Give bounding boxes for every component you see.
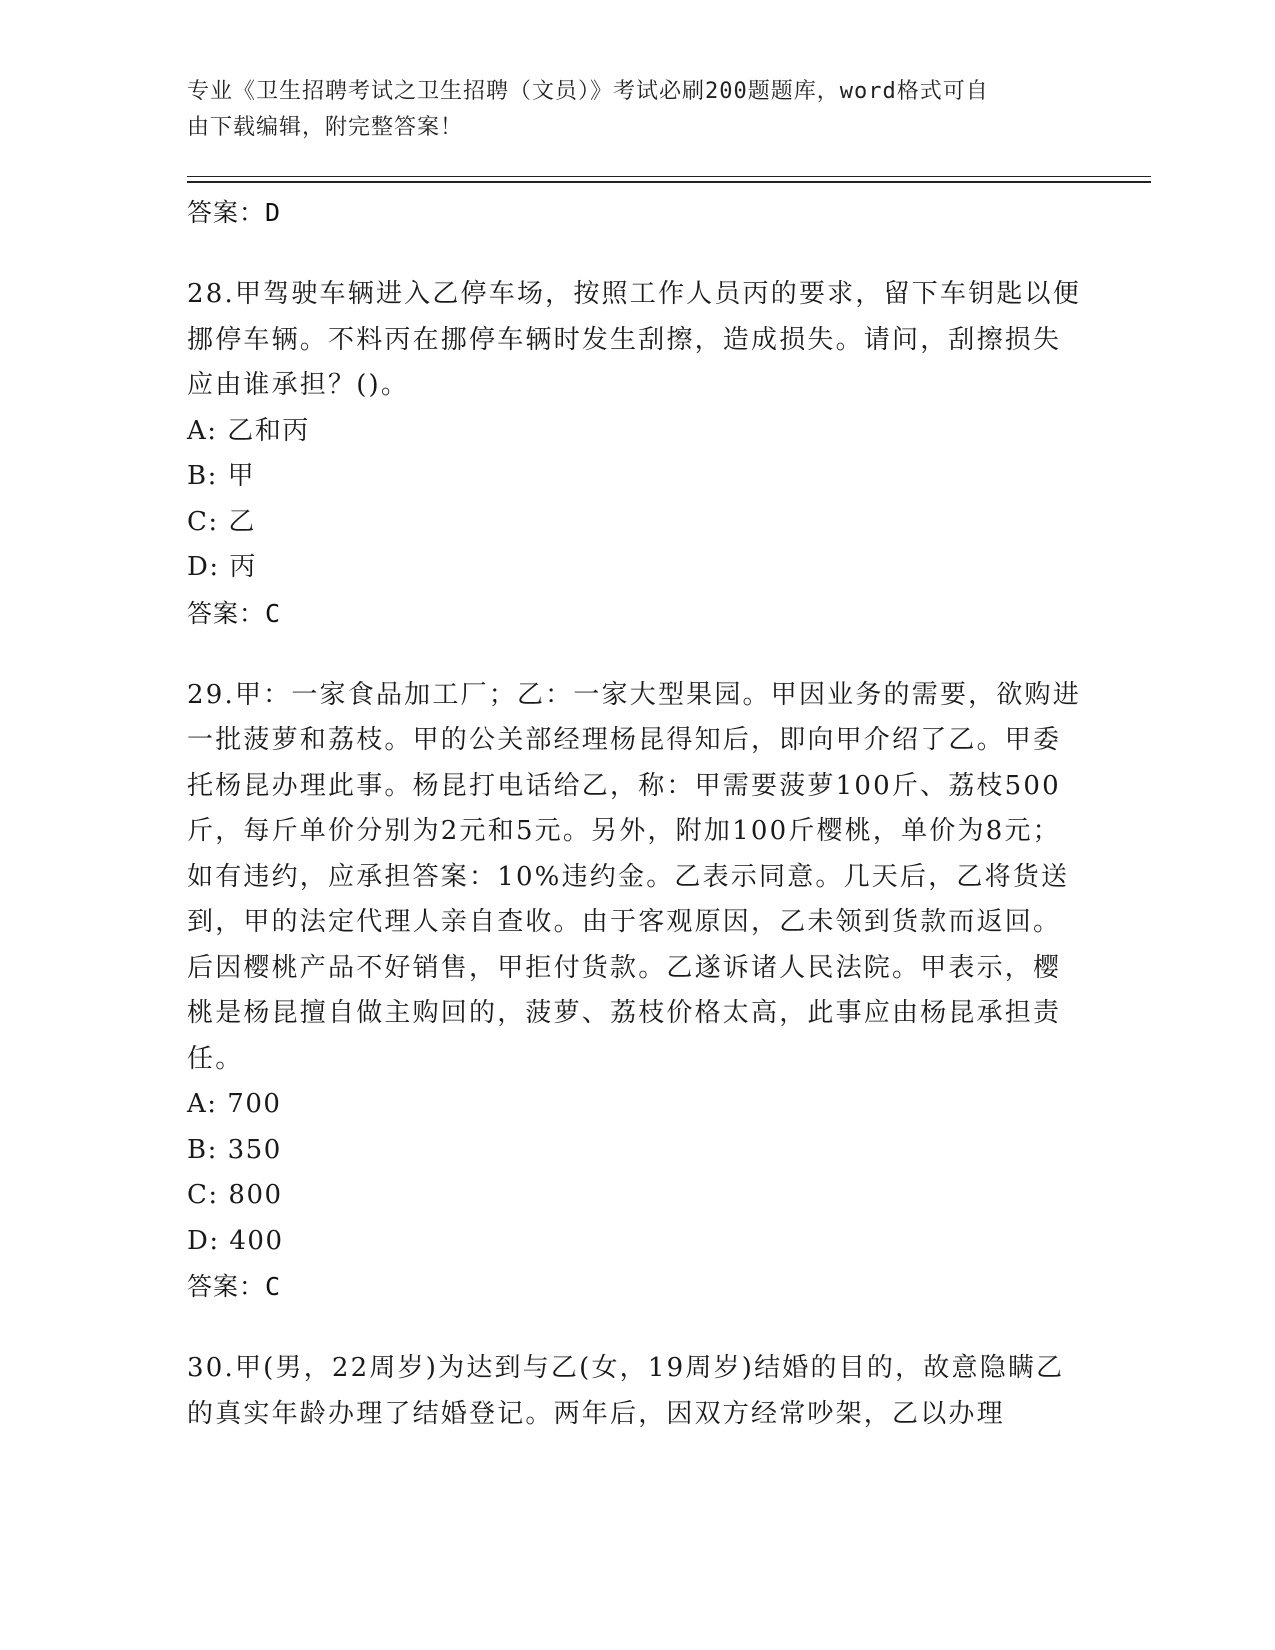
option-b: B: 甲 [187, 461, 256, 491]
option-d: D: 丙 [187, 552, 257, 582]
question-29 [187, 673, 1087, 1311]
question-30 [187, 1346, 1087, 1437]
option-b: B: 350 [187, 1134, 282, 1165]
option-a: A: 700 [187, 1089, 282, 1119]
question-stem: 28.甲驾驶车辆进入乙停车场，按照工作人员丙的要求，留下车钥匙以便挪停车辆。不料丙在挪停车辆时发生刮擦，造成损失。请问，刮擦损失应由谁承担？()。 [187, 279, 1081, 400]
option-c: C: 800 [187, 1180, 283, 1210]
header-rule-thin [187, 176, 1151, 177]
header-line-1: 专业《卫生招聘考试之卫生招聘（文员）》考试必刷200题题库，word格式可自 [187, 79, 989, 104]
option-c: C: 乙 [187, 506, 256, 537]
answer-line: 答案：C [187, 598, 282, 628]
answer-line: 答案：C [187, 1272, 282, 1301]
header-rule-thick [187, 181, 1151, 183]
option-a: A: 乙和丙 [187, 415, 310, 446]
option-d: D: 400 [187, 1225, 284, 1256]
page-header [187, 74, 1067, 146]
question-28 [187, 272, 1087, 637]
document-body [187, 190, 1087, 1437]
question-stem: 29.甲：一家食品加工厂；乙：一家大型果园。甲因业务的需要，欲购进一批菠萝和荔枝。甲的公关部经理杨昆得知后，即向甲介绍了乙。甲委托杨昆办理此事。杨昆打电话给乙，称：甲需要菠萝100斤、荔枝500斤，每斤单价分别为2元和5元。另外，附加100斤樱桃，单价为8元；如有违约，应承担答案：10%违约金。乙表示同意。几天后，乙将货送到，甲的法定代理人亲自查收。由于客观原因，乙未领到货款而返回。后因樱桃产品不好销售，甲拒付货款。乙遂诉诸人民法院。甲表示，樱桃是杨昆擅自做主购回的，菠萝、荔枝价格太高，此事应由杨昆承担责任。 [187, 679, 1081, 1074]
answer-line: 答案：D [187, 198, 282, 227]
question-stem: 30.甲(男，22周岁)为达到与乙(女，19周岁)结婚的目的，故意隐瞒乙的真实年龄办理了结婚登记。两年后，因双方经常吵架，乙以办理 [187, 1353, 1065, 1429]
header-line-2: 由下载编辑，附完整答案！ [187, 115, 464, 140]
